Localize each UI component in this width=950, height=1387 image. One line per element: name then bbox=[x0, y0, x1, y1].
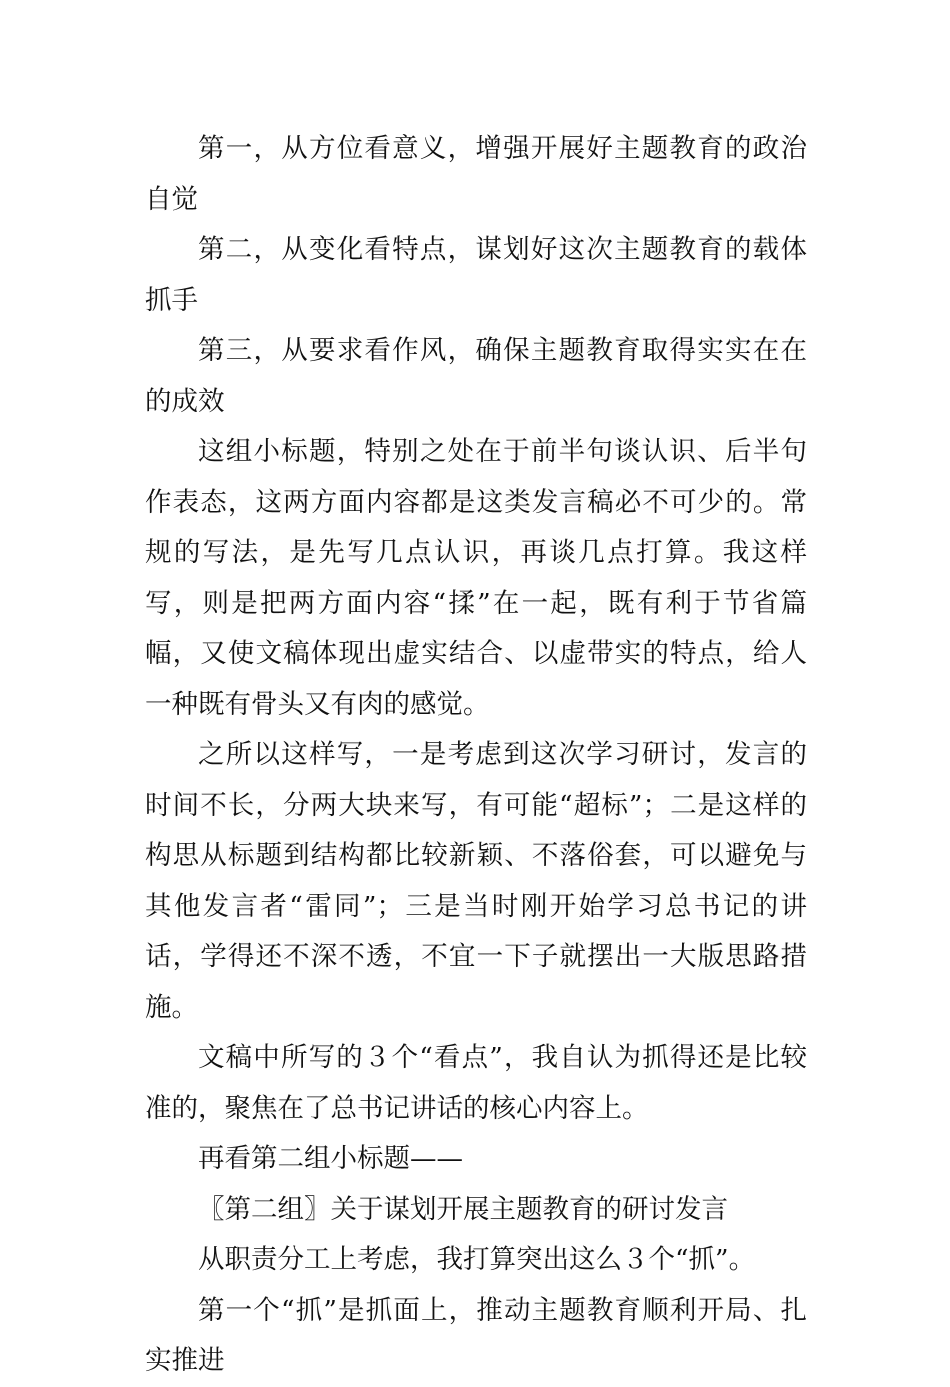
paragraph-explanation: 这组小标题，特别之处在于前半句谈认识、后半句作表态，这两方面内容都是这类发言稿必不可少的。常规的写法，是先写几点认识，再谈几点打算。我这样写，则是把两方面内容“揉”在一起，既有利于节省篇幅，又使文稿体现出虚实结合、以虚带实的特点，给人一种既有骨头又有肉的感觉。 bbox=[145, 436, 807, 720]
paragraph-heading-1: 第一，从方位看意义，增强开展好主题教育的政治自觉 bbox=[145, 133, 807, 215]
paragraph-heading-3: 第三，从要求看作风，确保主题教育取得实实在在的成效 bbox=[145, 335, 807, 417]
document-body bbox=[145, 124, 807, 1387]
paragraph-highlights: 文稿中所写的３个“看点”，我自认为抓得还是比较准的，聚焦在了总书记讲话的核心内容上。 bbox=[145, 1042, 807, 1124]
paragraph-reasons: 之所以这样写，一是考虑到这次学习研讨，发言的时间不长，分两大块来写，有可能“超标”；二是这样的构思从标题到结构都比较新颖、不落俗套，可以避免与其他发言者“雷同”；三是当时刚开始学习总书记的讲话，学得还不深不透，不宜一下子就摆出一大版思路措施。 bbox=[145, 739, 807, 1023]
paragraph-transition: 再看第二组小标题—— bbox=[198, 1143, 463, 1174]
paragraph-first-grasp: 第一个“抓”是抓面上，推动主题教育顺利开局、扎实推进 bbox=[145, 1294, 807, 1376]
paragraph-group-two-title: 〖第二组〗关于谋划开展主题教育的研讨发言 bbox=[198, 1193, 728, 1225]
paragraph-heading-2: 第二，从变化看特点，谋划好这次主题教育的载体抓手 bbox=[145, 234, 807, 316]
paragraph-duty-plan: 从职责分工上考虑，我打算突出这么３个“抓”。 bbox=[198, 1244, 756, 1275]
